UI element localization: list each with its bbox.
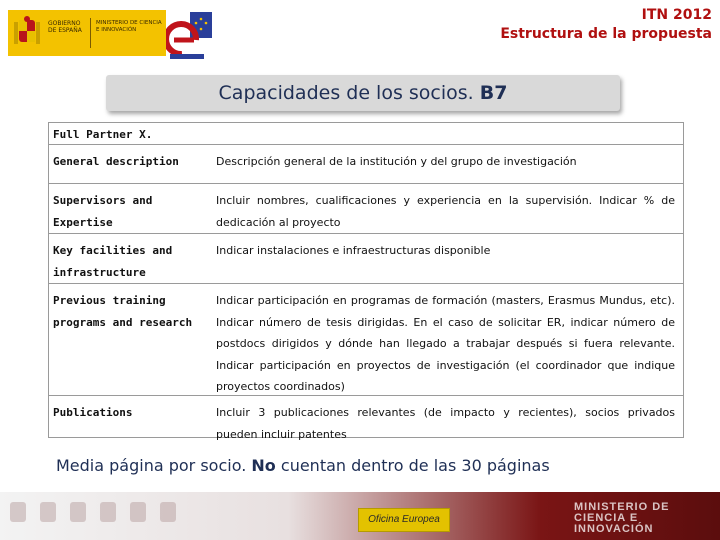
gobierno-label: GOBIERNO DE ESPAÑA [48, 20, 82, 34]
table-row-facilities [49, 234, 683, 284]
table-row-publications [49, 396, 683, 441]
row-label: Previous training programs and research [53, 294, 193, 329]
row-label: Publications [53, 406, 133, 419]
heraldic-pattern-icon [6, 496, 206, 540]
row-label: General description [53, 155, 179, 168]
slide-title-code: B7 [479, 82, 508, 104]
slide-title [106, 75, 620, 111]
table-row-general [49, 145, 683, 184]
header-title-line1: ITN 2012 [641, 7, 712, 23]
row-text: Indicar participación en programas de formación (masters, Erasmus Mundus, etc). Indicar número de tesis dirigidas. En el caso de solicitar ER, indicar número de postdocs dirigidos y dónde han llegado a trabajar después si fuera relevante. Indicar participación en proyectos de investigación (el coordinador que indique proyectos coordinados) [216, 294, 675, 393]
footer-banner [0, 492, 720, 540]
table-row-supervisors [49, 184, 683, 234]
note-part-3: cuentan dentro de las 30 páginas [280, 456, 550, 475]
table-row-training [49, 284, 683, 396]
row-text: Incluir 3 publicaciones relevantes (de impacto y recientes), socios privados pueden incluir patentes [216, 406, 675, 441]
logo-divider [90, 18, 91, 48]
partner-table [48, 122, 684, 441]
oficina-europea-label: Oficina Europea [358, 508, 450, 532]
gobierno-logo [8, 10, 166, 56]
row-text: Indicar instalaciones e infraestructuras disponible [216, 244, 491, 257]
europa-e-logo-icon [166, 10, 216, 60]
page-limit-note [56, 456, 550, 475]
header-title-line2: Estructura de la propuesta [500, 26, 712, 42]
row-label: Key facilities and infrastructure [53, 244, 173, 279]
ministerio-label: MINISTERIO DE CIENCIA E INNOVACIÓN [96, 20, 162, 33]
coat-of-arms-icon [12, 16, 42, 50]
row-text: Incluir nombres, cualificaciones y experiencia en la supervisión. Indicar % de dedicación al proyecto [216, 194, 675, 229]
footer-ministerio-watermark: MINISTERIO DE CIENCIA E INNOVACIÓN [574, 501, 670, 535]
table-heading: Full Partner X. [49, 123, 683, 145]
slide-title-main: Capacidades de los socios. [218, 82, 474, 104]
note-part-2: No [251, 456, 276, 475]
row-text: Descripción general de la institución y del grupo de investigación [216, 155, 577, 168]
header-title [500, 6, 712, 44]
row-label: Supervisors and Expertise [53, 194, 153, 229]
note-part-1: Media página por socio. [56, 456, 247, 475]
